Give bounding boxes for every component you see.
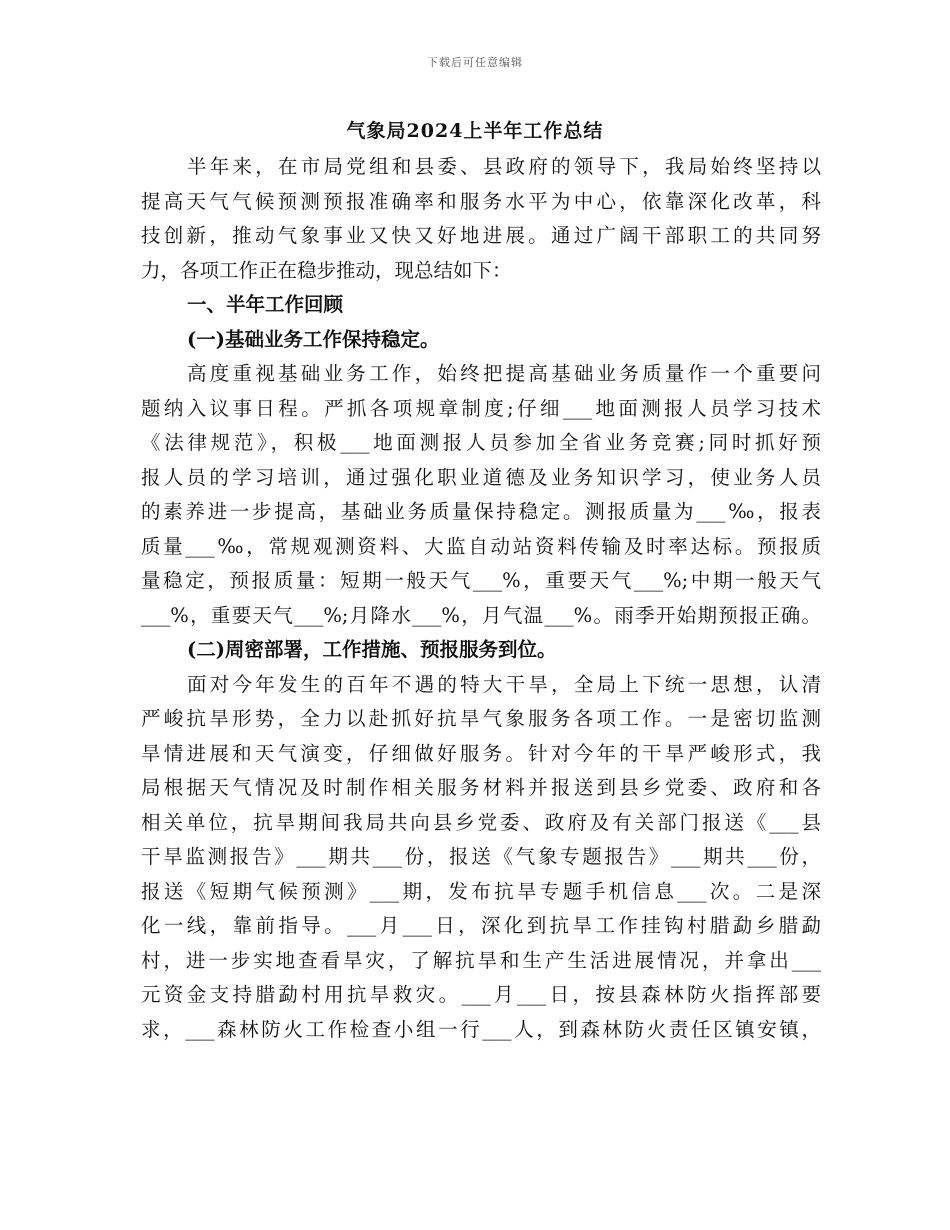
section-heading: (二)周密部署，工作措施、预报服务到位。: [187, 638, 557, 661]
body-text-line: 的素养进一步提高，基础业务质量保持稳定。测报质量为___‰，报表: [141, 500, 821, 523]
body-text-line: 干旱监测报告》___期共___份，报送《气象专题报告》___期共___份，: [141, 845, 821, 868]
body-text-line: 《法律规范》，积极___地面测报人员参加全省业务竞赛;同时抓好预: [141, 431, 821, 454]
section-heading: (一)基础业务工作保持稳定。: [187, 327, 440, 351]
body-text-line: 局根据天气情况及时制作相关服务材料并报送到县乡党委、政府和各: [141, 776, 821, 799]
body-text-line: 高度重视基础业务工作，始终把提高基础业务质量作一个重要问: [187, 362, 821, 385]
body-text-line: 求，___森林防火工作检查小组一行___人，到森林防火责任区镇安镇，: [141, 1017, 821, 1041]
body-text-line: 严峻抗旱形势，全力以赴抓好抗旱气象服务各项工作。一是密切监测: [141, 707, 821, 730]
section-heading: 一、半年工作回顾: [187, 293, 344, 316]
body-text-line: 相关单位，抗旱期间我局共向县乡党委、政府及有关部门报送《___县: [141, 810, 821, 834]
body-text-line: 提高天气气候预测预报准确率和服务水平为中心，依靠深化改革，科: [141, 189, 821, 213]
body-text-line: 技创新，推动气象事业又快又好地进展。通过广阔干部职工的共同努: [141, 224, 821, 247]
body-text-line: 元资金支持腊勐村用抗旱救灾。___月___日，按县森林防火指挥部要: [141, 983, 821, 1006]
body-text-line: 力，各项工作正在稳步推动，现总结如下：: [141, 258, 512, 282]
body-text-line: 化一线，靠前指导。___月___日，深化到抗旱工作挂钩村腊勐乡腊勐: [141, 914, 821, 937]
body-text-line: 质量___‰，常规观测资料、大监自动站资料传输及时率达标。预报质: [141, 534, 821, 558]
body-text-line: 量稳定，预报质量：短期一般天气___%，重要天气___%;中期一般天气: [141, 569, 821, 592]
body-text-line: 报人员的学习培训，通过强化职业道德及业务知识学习，使业务人员: [141, 465, 821, 489]
header-note: 下载后可任意编辑: [427, 56, 523, 69]
body-text-line: 报送《短期气候预测》___期，发布抗旱专题手机信息___次。二是深: [141, 879, 821, 903]
document-title: 气象局2024上半年工作总结: [346, 120, 604, 142]
body-text-line: 面对今年发生的百年不遇的特大干旱，全局上下统一思想，认清: [187, 672, 821, 696]
body-text-line: ___%，重要天气___%;月降水___%，月气温___%。雨季开始期预报正确。: [141, 603, 821, 627]
document-body: [141, 150, 821, 1047]
body-text-line: 半年来，在市局党组和县委、县政府的领导下，我局始终坚持以: [187, 155, 821, 178]
body-text-line: 旱情进展和天气演变，仔细做好服务。针对今年的干旱严峻形式，我: [141, 741, 821, 765]
body-text-line: 村，进一步实地查看旱灾，了解抗旱和生产生活进展情况，并拿出___: [141, 948, 821, 972]
body-text-line: 题纳入议事日程。严抓各项规章制度;仔细___地面测报人员学习技术: [141, 396, 821, 420]
